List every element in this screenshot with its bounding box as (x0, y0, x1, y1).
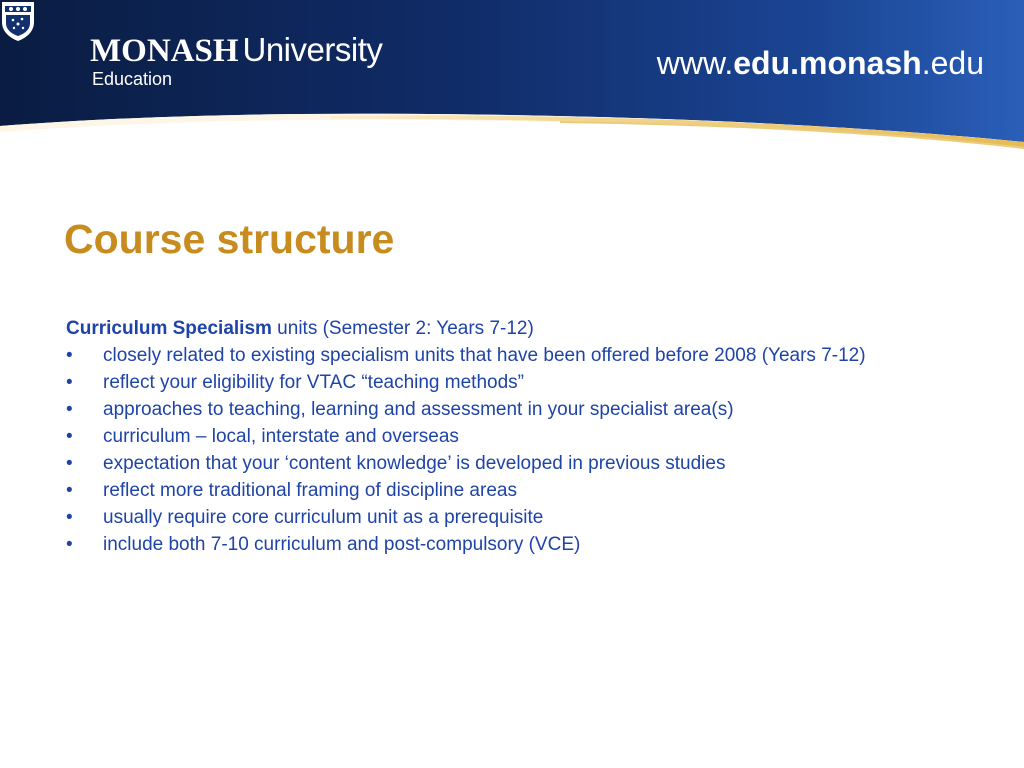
url-suffix: .edu (921, 45, 984, 81)
list-item-text: curriculum – local, interstate and overseas (103, 426, 459, 447)
faculty-name: Education (92, 69, 173, 89)
bullet-marker: • (66, 426, 73, 447)
bullet-marker: • (66, 453, 73, 474)
list-item (66, 345, 873, 367)
list-item-text: approaches to teaching, learning and assessment in your specialist area(s) (103, 399, 734, 420)
bullet-marker: • (66, 345, 73, 366)
list-item-text: usually require core curriculum unit as a prerequisite (103, 507, 544, 528)
slide-body (66, 318, 966, 561)
url-bold: edu.monash (733, 45, 922, 81)
list-item-text: reflect your eligibility for VTAC “teaching methods” (103, 372, 524, 393)
list-item-text: expectation that your ‘content knowledge’ is developed in previous studies (103, 453, 726, 474)
bullet-marker: • (66, 534, 73, 555)
bullet-list (66, 345, 966, 556)
list-item (66, 480, 873, 502)
list-item (66, 426, 873, 448)
brand-light: University (242, 31, 383, 68)
intro-bold: Curriculum Specialism (66, 318, 272, 339)
website-url (657, 44, 984, 82)
list-item (66, 534, 873, 556)
intro-line (66, 318, 966, 340)
list-item (66, 399, 873, 421)
bullet-marker: • (66, 399, 73, 420)
list-item-text: reflect more traditional framing of discipline areas (103, 480, 517, 501)
university-logo-text (90, 30, 382, 71)
list-item (66, 453, 873, 475)
list-item-text: include both 7-10 curriculum and post-compulsory (VCE) (103, 534, 581, 555)
monash-crest-icon (0, 0, 36, 42)
intro-rest: units (Semester 2: Years 7-12) (271, 318, 534, 339)
url-prefix: www. (656, 45, 734, 81)
bullet-marker: • (66, 480, 73, 501)
header-banner (0, 0, 1024, 160)
list-item (66, 507, 873, 529)
bullet-marker: • (66, 507, 73, 528)
list-item-text: closely related to existing specialism units that have been offered before 2008 (Years 7-12) (103, 345, 866, 366)
slide-title: Course structure (64, 216, 395, 262)
bullet-marker: • (66, 372, 73, 393)
brand-strong: MONASH (90, 33, 239, 69)
list-item (66, 372, 873, 394)
